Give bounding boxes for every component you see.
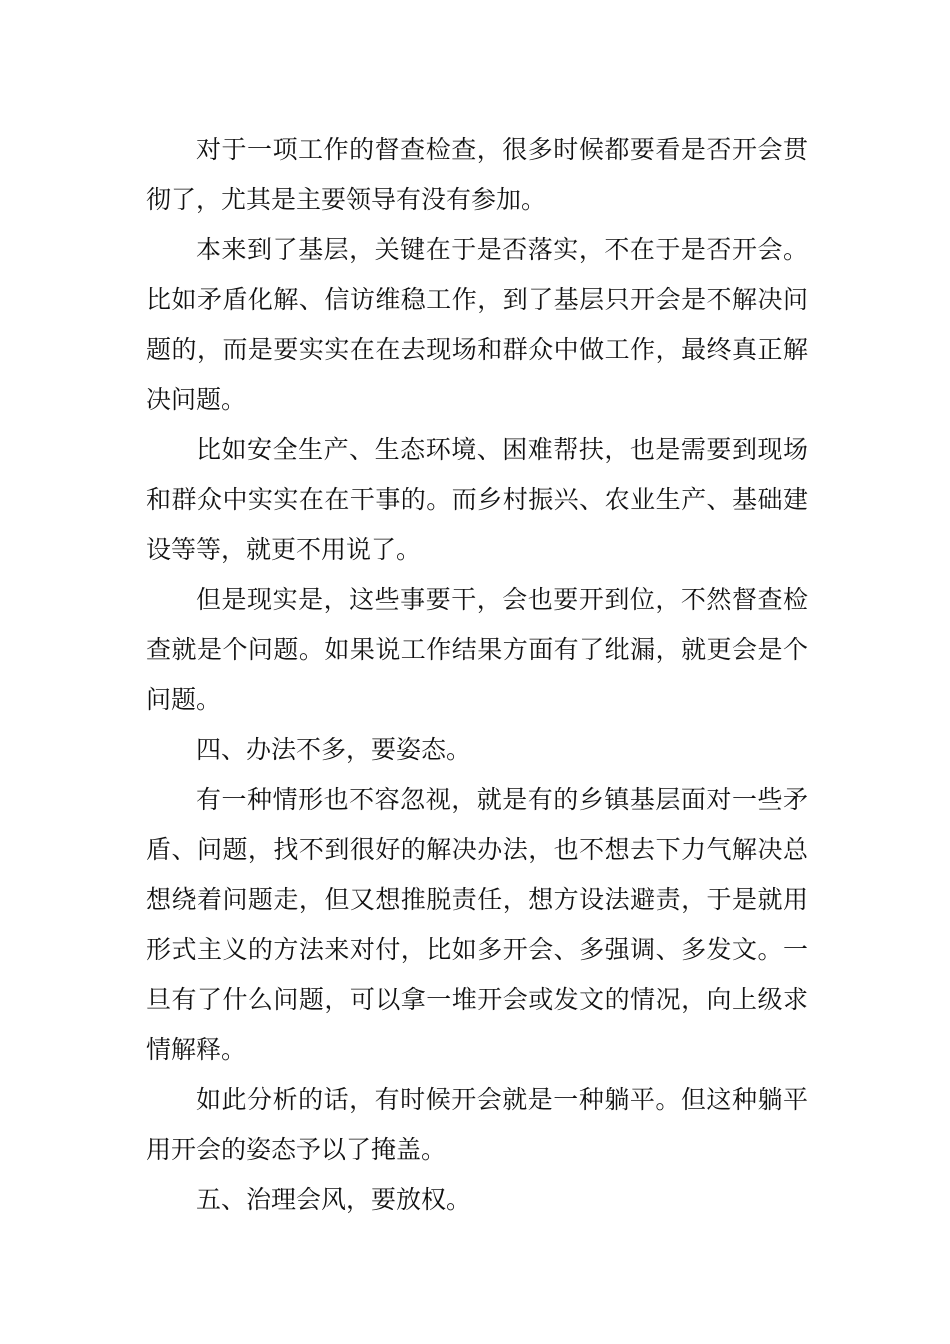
paragraph-3: 比如安全生产、生态环境、困难帮扶，也是需要到现场和群众中实实在在干事的。而乡村振兴、农业生产、基础建设等等，就更不用说了。: [146, 435, 808, 564]
paragraph-5: 有一种情形也不容忽视，就是有的乡镇基层面对一些矛盾、问题，找不到很好的解决办法，也不想去下力气解决总想绕着问题走，但又想推脱责任，想方设法避责，于是就用形式主义的方法来对付，比如多开会、多强调、多发文。一旦有了什么问题，可以拿一堆开会或发文的情况，向上级求情解释。: [146, 785, 808, 1064]
section-heading-5: 五、治理会风，要放权。: [196, 1185, 472, 1214]
paragraph-1: 对于一项工作的督查检查，很多时候都要看是否开会贯彻了，尤其是主要领导有没有参加。: [146, 135, 808, 214]
paragraph-4: 但是现实是，这些事要干，会也要开到位，不然督查检查就是个问题。如果说工作结果方面有了纰漏，就更会是个问题。: [146, 585, 808, 714]
section-heading-4: 四、办法不多，要姿态。: [196, 735, 472, 764]
document-body: [146, 125, 808, 1225]
paragraph-2: 本来到了基层，关键在于是否落实，不在于是否开会。比如矛盾化解、信访维稳工作，到了基层只开会是不解决问题的，而是要实实在在去现场和群众中做工作，最终真正解决问题。: [146, 235, 808, 414]
paragraph-6: 如此分析的话，有时候开会就是一种躺平。但这种躺平用开会的姿态予以了掩盖。: [146, 1085, 808, 1164]
